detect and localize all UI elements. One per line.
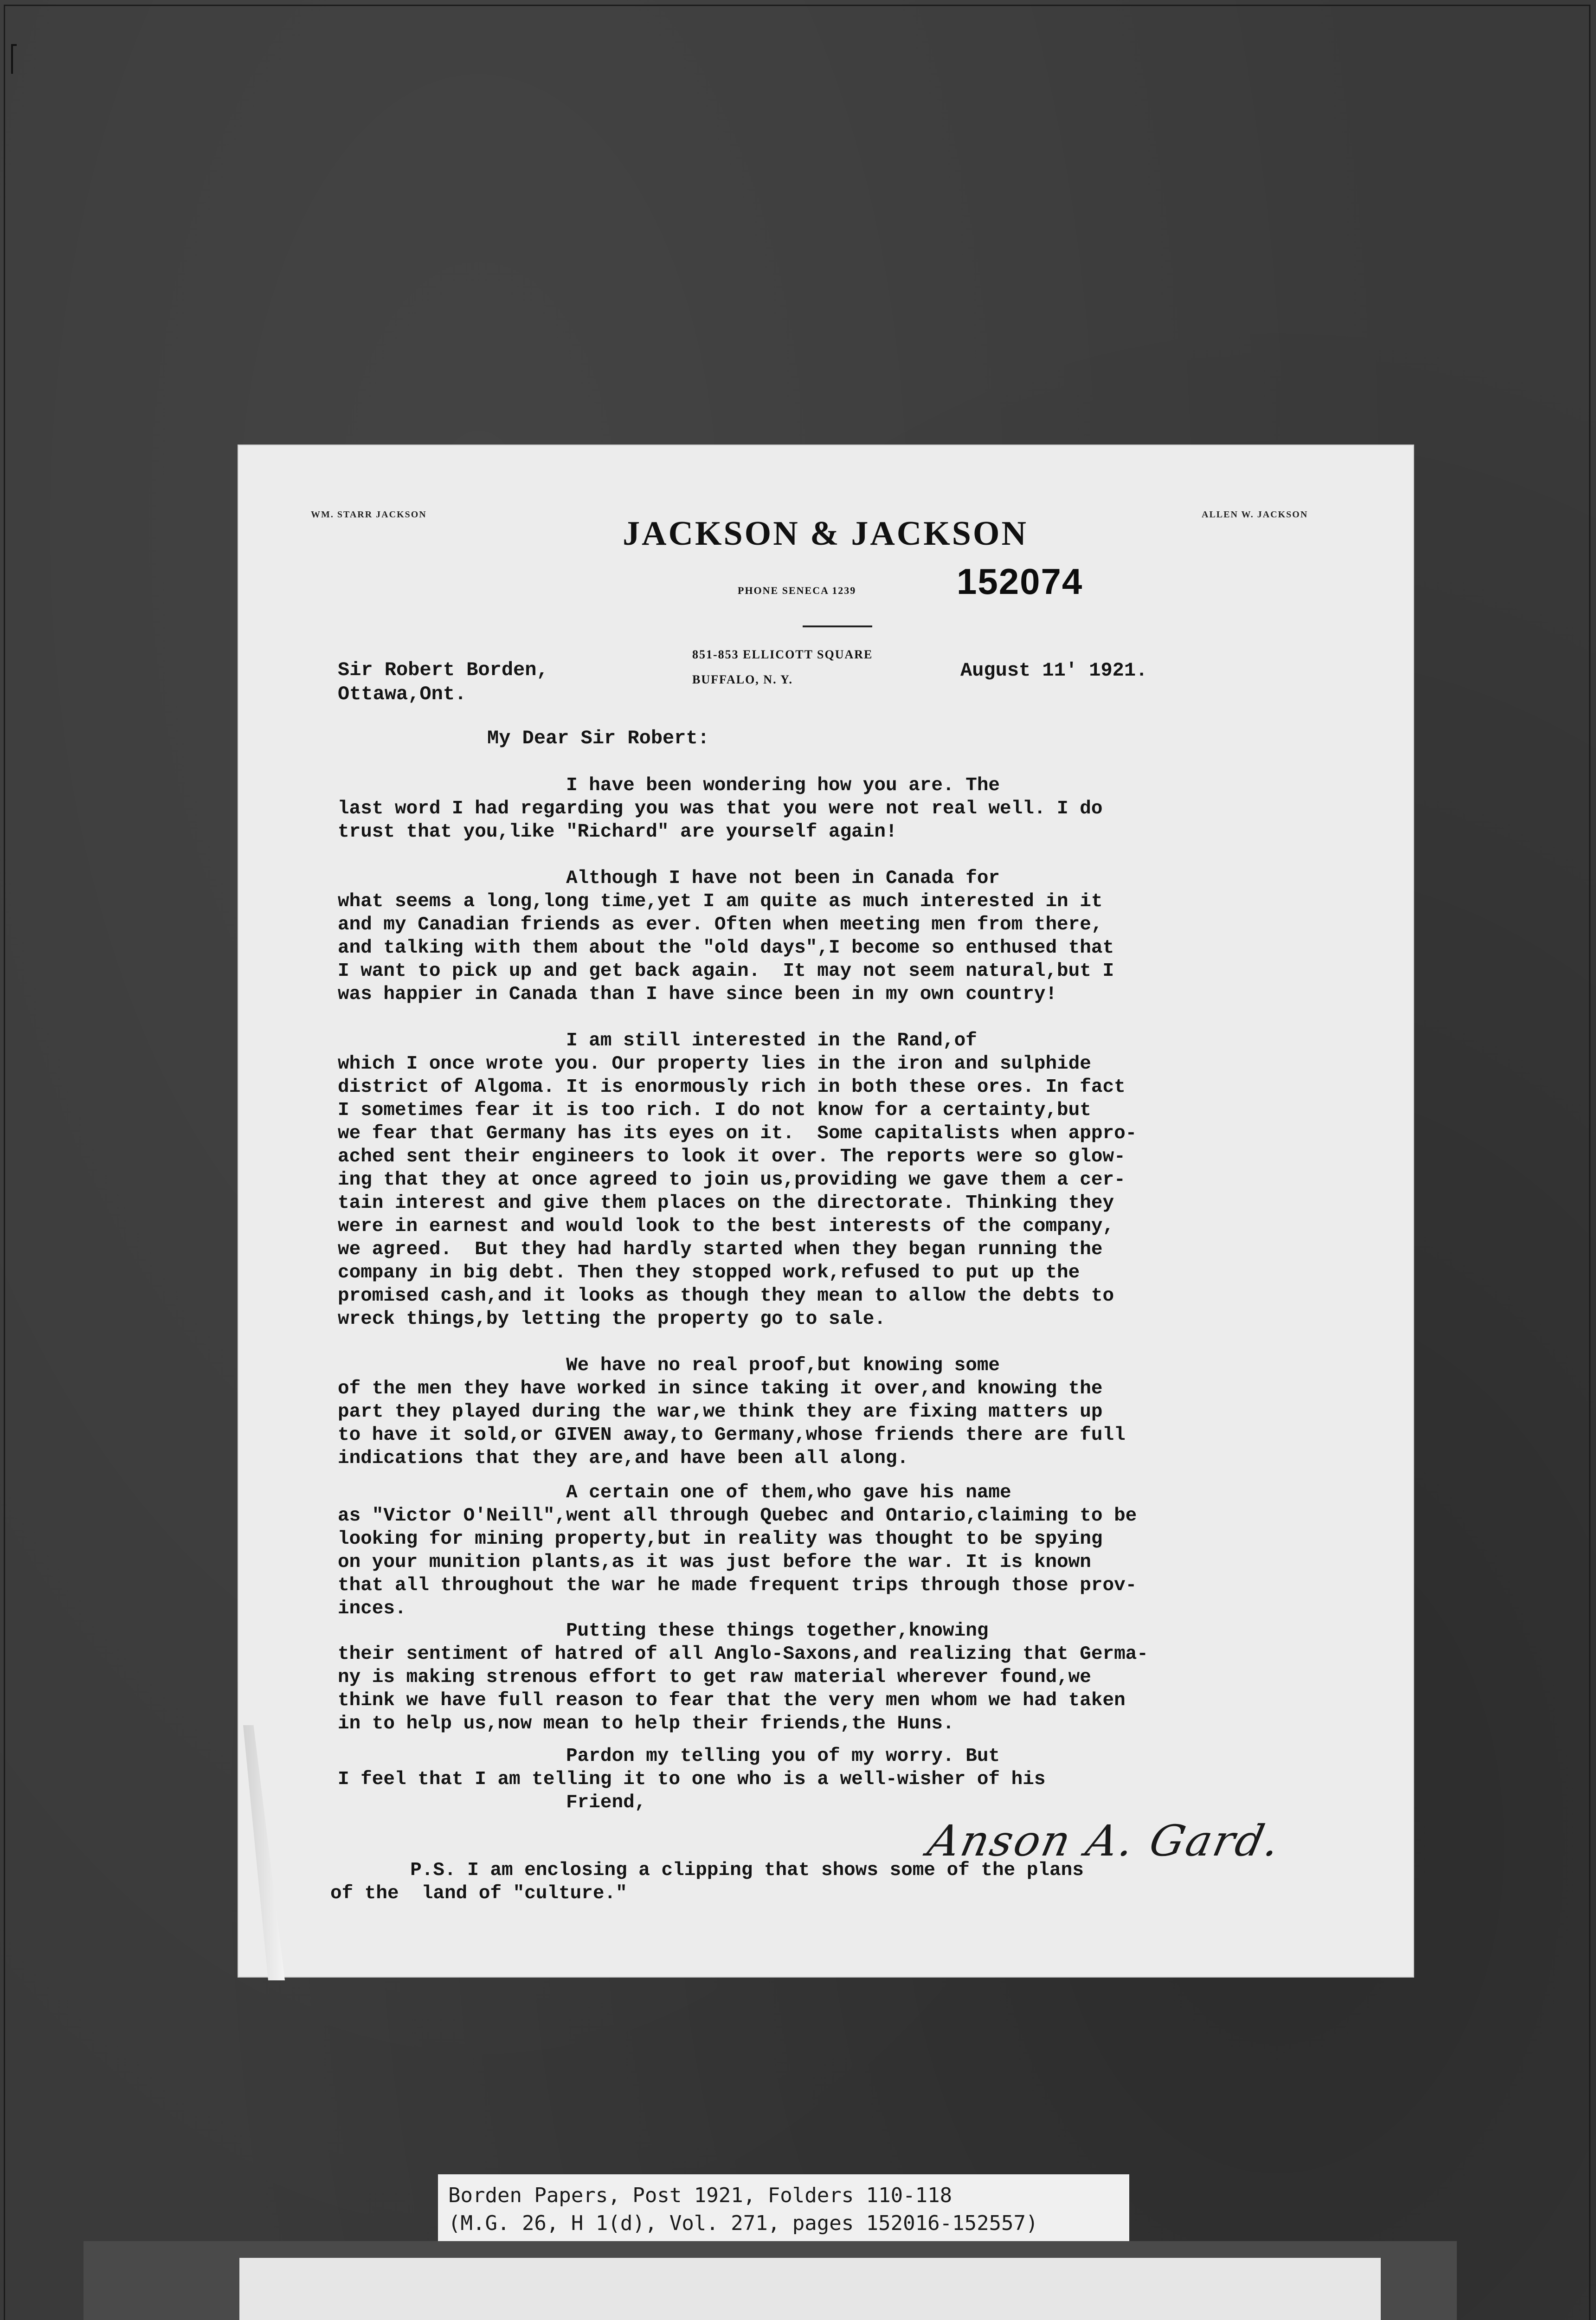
text-line: Pardon my telling you of my worry. But (338, 1746, 1000, 1767)
text-line: were in earnest and would look to the best interests of the company, (338, 1216, 1114, 1237)
letterhead-divider (803, 625, 872, 627)
text-line: A certain one of them,who gave his name (338, 1482, 1011, 1503)
text-line: company in big debt. Then they stopped work,refused to put up the (338, 1262, 1080, 1283)
text-line: we fear that Germany has its eyes on it. Some capitalists when appro- (338, 1123, 1137, 1144)
recipient-place: Ottawa,Ont. (338, 683, 467, 705)
letterhead-partner-right: ALLEN W. JACKSON (1202, 509, 1308, 520)
text-line: ing that they at once agreed to join us,providing we gave them a cer- (338, 1169, 1126, 1191)
text-line: I have been wondering how you are. The (338, 775, 1000, 796)
text-line: think we have full reason to fear that the very men whom we had taken (338, 1690, 1126, 1711)
text-line: I feel that I am telling it to one who is a well-wisher of his (338, 1769, 1046, 1790)
salutation: My Dear Sir Robert: (487, 727, 709, 749)
torn-page-corner (243, 1725, 285, 1980)
text-line: Putting these things together,knowing (338, 1620, 989, 1642)
text-line: of the men they have worked in since taking it over,and knowing the (338, 1378, 1103, 1399)
text-line: promised cash,and it looks as though they mean to allow the debts to (338, 1285, 1114, 1307)
text-line: as "Victor O'Neill",went all through Quebec and Ontario,claiming to be (338, 1505, 1137, 1527)
paragraph-1 (338, 774, 1405, 844)
text-line: Although I have not been in Canada for (338, 868, 1000, 889)
text-line: P.S. I am enclosing a clipping that shows some of the plans (330, 1860, 1084, 1881)
paragraph-4 (338, 1354, 1405, 1470)
handwritten-signature: Anson A. Gard. (923, 1816, 1286, 1866)
text-line: ny is making strenous effort to get raw material wherever found,we (338, 1667, 1091, 1688)
text-line: and talking with them about the "old days",I become so enthused that (338, 937, 1114, 959)
text-line: I sometimes fear it is too rich. I do not know for a certainty,but (338, 1100, 1091, 1121)
text-line: what seems a long,long time,yet I am quite as much interested in it (338, 891, 1103, 912)
text-line: wreck things,by letting the property go to sale. (338, 1308, 886, 1330)
text-line: Friend, (338, 1792, 646, 1813)
text-line: trust that you,like "Richard" are yourself again! (338, 821, 897, 843)
text-line: ached sent their engineers to look it over. The reports were so glow- (338, 1146, 1126, 1167)
text-line: We have no real proof,but knowing some (338, 1355, 1000, 1376)
letter-page (238, 445, 1414, 1978)
text-line: we agreed. But they had hardly started when they began running the (338, 1239, 1103, 1260)
text-line: to have it sold,or GIVEN away,to Germany,whose friends there are full (338, 1424, 1126, 1446)
letter-date: August 11' 1921. (960, 659, 1148, 682)
letterhead-firm-name: JACKSON & JACKSON (623, 515, 1028, 553)
text-line: indications that they are,and have been all along. (338, 1448, 909, 1469)
paragraph-2 (338, 867, 1405, 1006)
paragraph-5 (338, 1481, 1405, 1620)
text-line: was happier in Canada than I have since been in my own country! (338, 984, 1057, 1005)
recipient-block (338, 658, 548, 706)
text-line: on your munition plants,as it was just before the war. It is known (338, 1552, 1091, 1573)
text-line: that all throughout the war he made frequent trips through those prov- (338, 1575, 1137, 1596)
text-line: district of Algoma. It is enormously rich in both these ores. In fact (338, 1076, 1126, 1098)
paragraph-7 (338, 1745, 1405, 1814)
letterhead-address-line1: 851-853 ELLICOTT SQUARE (692, 648, 873, 661)
paragraph-3 (338, 1029, 1405, 1331)
letterhead-partner-left: WM. STARR JACKSON (311, 509, 427, 520)
text-line: which I once wrote you. Our property lies in the iron and sulphide (338, 1053, 1091, 1075)
text-line: their sentiment of hatred of all Anglo-Saxons,and realizing that Germa- (338, 1643, 1148, 1665)
text-line: and my Canadian friends as ever. Often when meeting men from there, (338, 914, 1103, 935)
postscript (330, 1859, 1397, 1905)
text-line: I want to pick up and get back again. It may not seem natural,but I (338, 960, 1114, 982)
text-line: I am still interested in the Rand,of (338, 1030, 977, 1051)
letterhead-phone: PHONE SENECA 1239 (738, 585, 856, 596)
text-line: tain interest and give them places on the directorate. Thinking they (338, 1192, 1114, 1214)
letterhead-address-line2: BUFFALO, N. Y. (692, 673, 793, 686)
paragraph-6 (338, 1619, 1405, 1735)
archive-reference-line1: Borden Papers, Post 1921, Folders 110-118 (448, 2184, 952, 2207)
text-line: of the land of "culture." (330, 1883, 627, 1904)
archive-page-number: 152074 (957, 561, 1083, 602)
archive-card (239, 2258, 1381, 2320)
archive-reference-label (438, 2174, 1129, 2248)
recipient-name: Sir Robert Borden, (338, 659, 548, 681)
text-line: looking for mining property,but in reality was thought to be spying (338, 1528, 1103, 1550)
text-line: last word I had regarding you was that you were not real well. I do (338, 798, 1103, 819)
text-line: inces. (338, 1598, 406, 1619)
archive-reference-line2: (M.G. 26, H 1(d), Vol. 271, pages 152016-152557) (448, 2211, 1038, 2235)
text-line: part they played during the war,we think they are fixing matters up (338, 1401, 1103, 1423)
letterhead-address (692, 642, 873, 692)
film-corner-mark (11, 44, 17, 74)
text-line: in to help us,now mean to help their friends,the Huns. (338, 1713, 954, 1734)
